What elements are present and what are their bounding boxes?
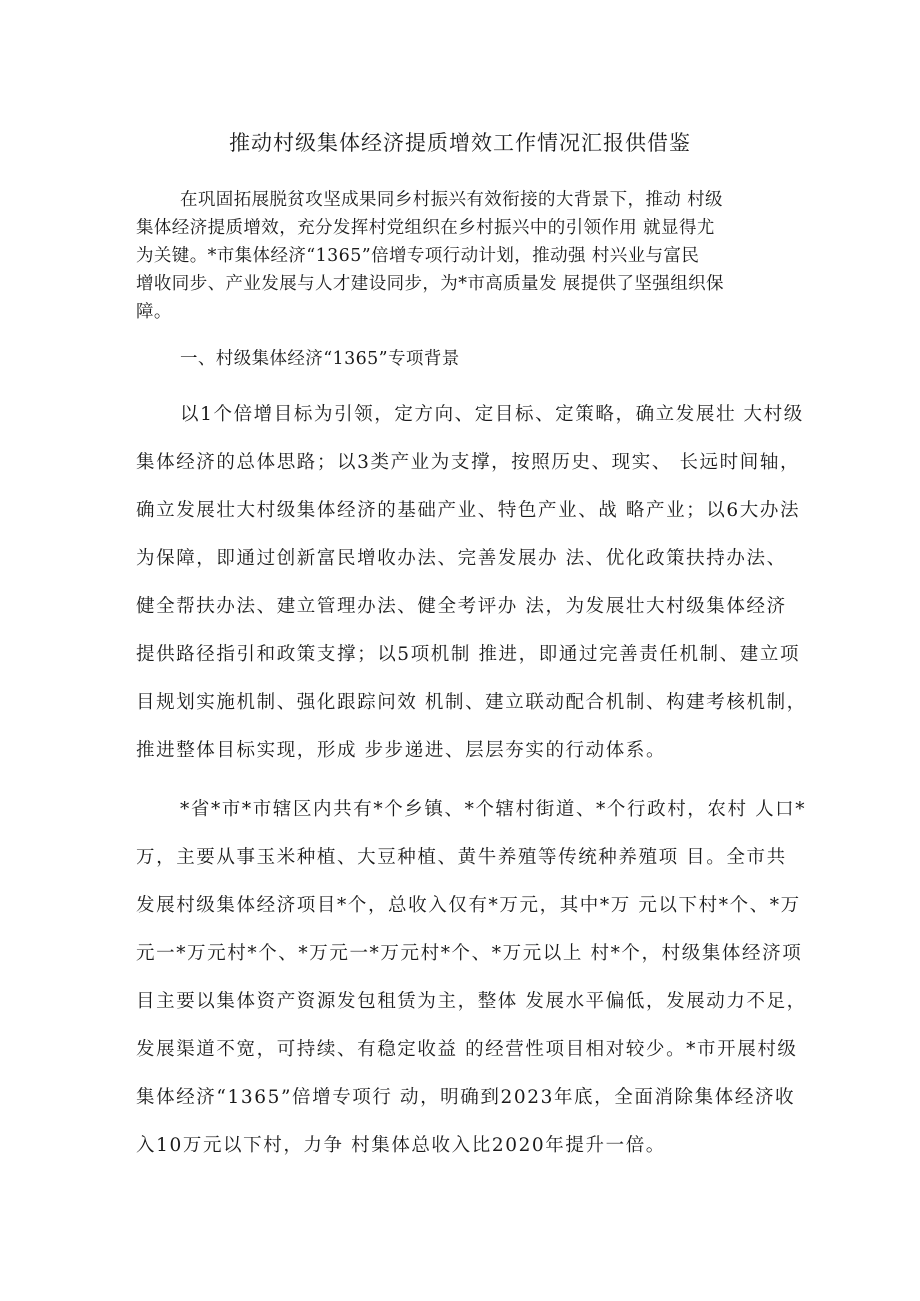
paragraph1-line-2: 集体经济的总体思路；以3类产业为支撑，按照历史、现实、 长远时间轴， [136,452,801,473]
paragraph1-line-6: 提供路径指引和政策支撑；以5项机制 推进，即通过完善责任机制、建立项 [136,644,801,665]
paragraph2-line-1: *省*市*市辖区内共有*个乡镇、*个辖村街道、*个行政村，农村 人口* [180,799,807,820]
paragraph2-line-2: 万，主要从事玉米种植、大豆种植、黄牛养殖等传统种养殖项 目。全市共 [136,847,787,868]
paragraph2-line-8: 入10万元以下村，力争 村集体总收入比2020年提升一倍。 [136,1135,666,1156]
paragraph1-line-8: 推进整体目标实现，形成 步步递进、层层夯实的行动体系。 [136,740,667,761]
intro-line-1: 在巩固拓展脱贫攻坚成果同乡村振兴有效衔接的大背景下，推动 村级 [180,190,723,210]
paragraph1-line-1: 以1个倍增目标为引领，定方向、定目标、定策略，确立发展壮 大村级 [180,404,804,425]
intro-line-3: 为关键。*市集体经济“1365”倍增专项行动计划，推动强 村兴业与富民 [136,246,700,266]
paragraph2-line-3: 发展村级集体经济项目*个，总收入仅有*万元，其中*万 元以下村*个、*万 [136,895,801,916]
paragraph2-line-4: 元一*万元村*个、*万元一*万元村*个、*万元以上 村*个，村级集体经济项 [136,943,803,964]
paragraph1-line-7: 目规划实施机制、强化跟踪问效 机制、建立联动配合机制、构建考核机制， [136,692,807,713]
paragraph2-line-6: 发展渠道不宽，可持续、有稳定收益 的经营性项目相对较少。*市开展村级 [136,1039,798,1060]
document-title: 推动村级集体经济提质增效工作情况汇报供借鉴 [229,131,691,155]
paragraph1-line-3: 确立发展壮大村级集体经济的基础产业、特色产业、战 略产业；以6大办法 [136,500,801,521]
paragraph2-line-5: 目主要以集体资产资源发包租赁为主，整体 发展水平偏低，发展动力不足， [136,991,807,1012]
intro-line-2: 集体经济提质增效，充分发挥村党组织在乡村振兴中的引领作用 就显得尤 [136,218,715,238]
intro-line-5: 障。 [136,302,172,322]
section-heading: 一、村级集体经济“1365”专项背景 [180,349,460,369]
paragraph2-line-7: 集体经济“1365”倍增专项行 动，明确到2023年底，全面消除集体经济收 [136,1087,796,1108]
paragraph1-line-5: 健全帮扶办法、建立管理办法、健全考评办 法，为发展壮大村级集体经济 [136,596,787,617]
intro-line-4: 增收同步、产业发展与人才建设同步，为*市高质量发 展提供了坚强组织保 [136,274,724,294]
paragraph1-line-4: 为保障，即通过创新富民增收办法、完善发展办 法、优化政策扶持办法、 [136,548,787,569]
